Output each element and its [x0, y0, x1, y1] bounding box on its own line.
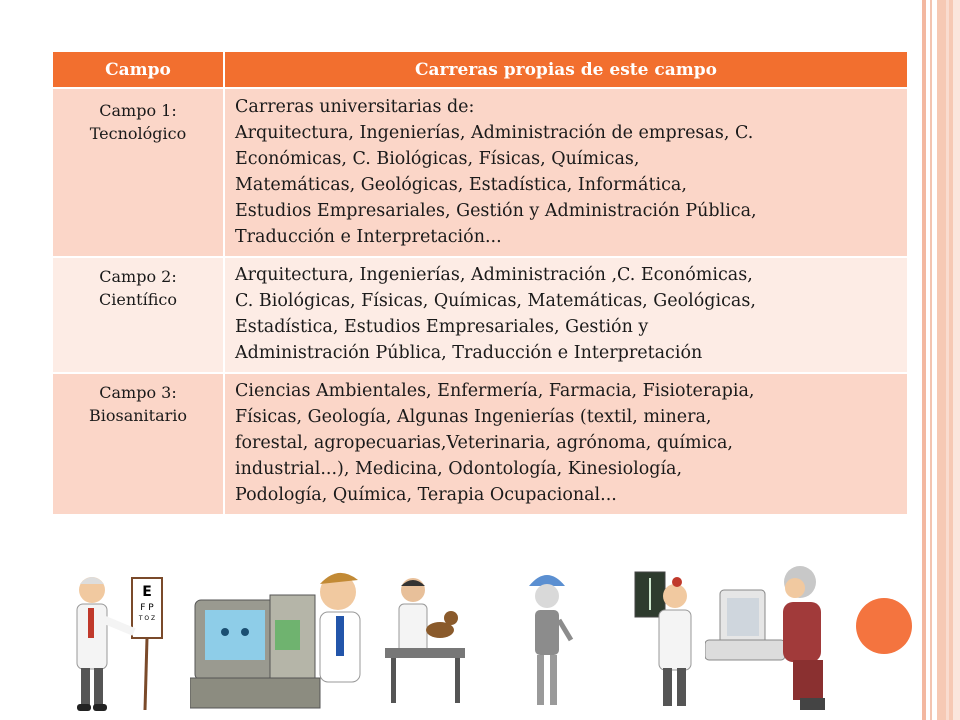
careers-cell — [224, 88, 907, 257]
doctor-eye-chart-illustration — [60, 560, 170, 720]
field-label: Campo 1: — [99, 101, 177, 120]
illustrations-strip — [0, 560, 930, 720]
careers-line: Carreras universitarias de: — [235, 97, 475, 117]
table-header-row — [53, 52, 907, 88]
field-cell — [53, 257, 224, 373]
veterinarian-illustration — [385, 560, 470, 720]
table-row — [53, 88, 907, 257]
eye-chart-letter: T O Z — [138, 615, 156, 622]
careers-line: Físicas, Geología, Algunas Ingenierías (textil, minera, — [235, 407, 712, 427]
careers-cell — [224, 257, 907, 373]
careers-line: forestal, agropecuarias,Veterinaria, agrónoma, química, — [235, 433, 733, 453]
careers-line: Ciencias Ambientales, Enfermería, Farmacia, Fisioterapia, — [235, 381, 755, 401]
table-row — [53, 373, 907, 515]
careers-cell — [224, 373, 907, 515]
careers-table — [53, 52, 907, 516]
field-name: Tecnológico — [89, 124, 187, 143]
careers-line: Estudios Empresariales, Gestión y Administración Pública, — [235, 201, 757, 221]
careers-line: Traducción e Interpretación... — [235, 227, 502, 247]
careers-line: industrial...), Medicina, Odontología, Kinesiología, — [235, 459, 683, 479]
field-name: Biosanitario — [88, 406, 188, 425]
careers-line: Económicas, C. Biológicas, Físicas, Químicas, — [235, 149, 640, 169]
careers-line: Administración Pública, Traducción e Interpretación — [235, 343, 703, 363]
header-careers: Carreras propias de este campo — [224, 52, 907, 88]
careers-line: C. Biológicas, Físicas, Químicas, Matemáticas, Geológicas, — [235, 291, 756, 311]
careers-line: Arquitectura, Ingenierías, Administración ,C. Económicas, — [235, 265, 753, 285]
decorative-stripe — [946, 0, 949, 720]
decorative-stripe — [930, 0, 932, 720]
field-label: Campo 2: — [99, 267, 177, 286]
decorative-stripe — [953, 0, 960, 720]
engineer-illustration — [515, 560, 580, 720]
careers-line: Podología, Química, Terapia Ocupacional... — [235, 485, 617, 505]
careers-line: Matemáticas, Geológicas, Estadística, Informática, — [235, 175, 687, 195]
field-label: Campo 3: — [99, 383, 177, 402]
eye-chart-letter: F P — [140, 603, 154, 613]
field-cell — [53, 373, 224, 515]
computer-doctor-illustration — [190, 560, 375, 720]
doctor-xray-illustration — [625, 560, 700, 720]
field-name: Científico — [99, 290, 177, 309]
table-row — [53, 257, 907, 373]
careers-line: Estadística, Estudios Empresariales, Gestión y — [235, 317, 649, 337]
careers-line: Arquitectura, Ingenierías, Administración de empresas, C. — [235, 123, 754, 143]
eye-chart-letter: E — [142, 584, 152, 600]
header-field: Campo — [53, 52, 224, 88]
field-cell — [53, 88, 224, 257]
grandmother-computer-illustration — [705, 560, 845, 720]
